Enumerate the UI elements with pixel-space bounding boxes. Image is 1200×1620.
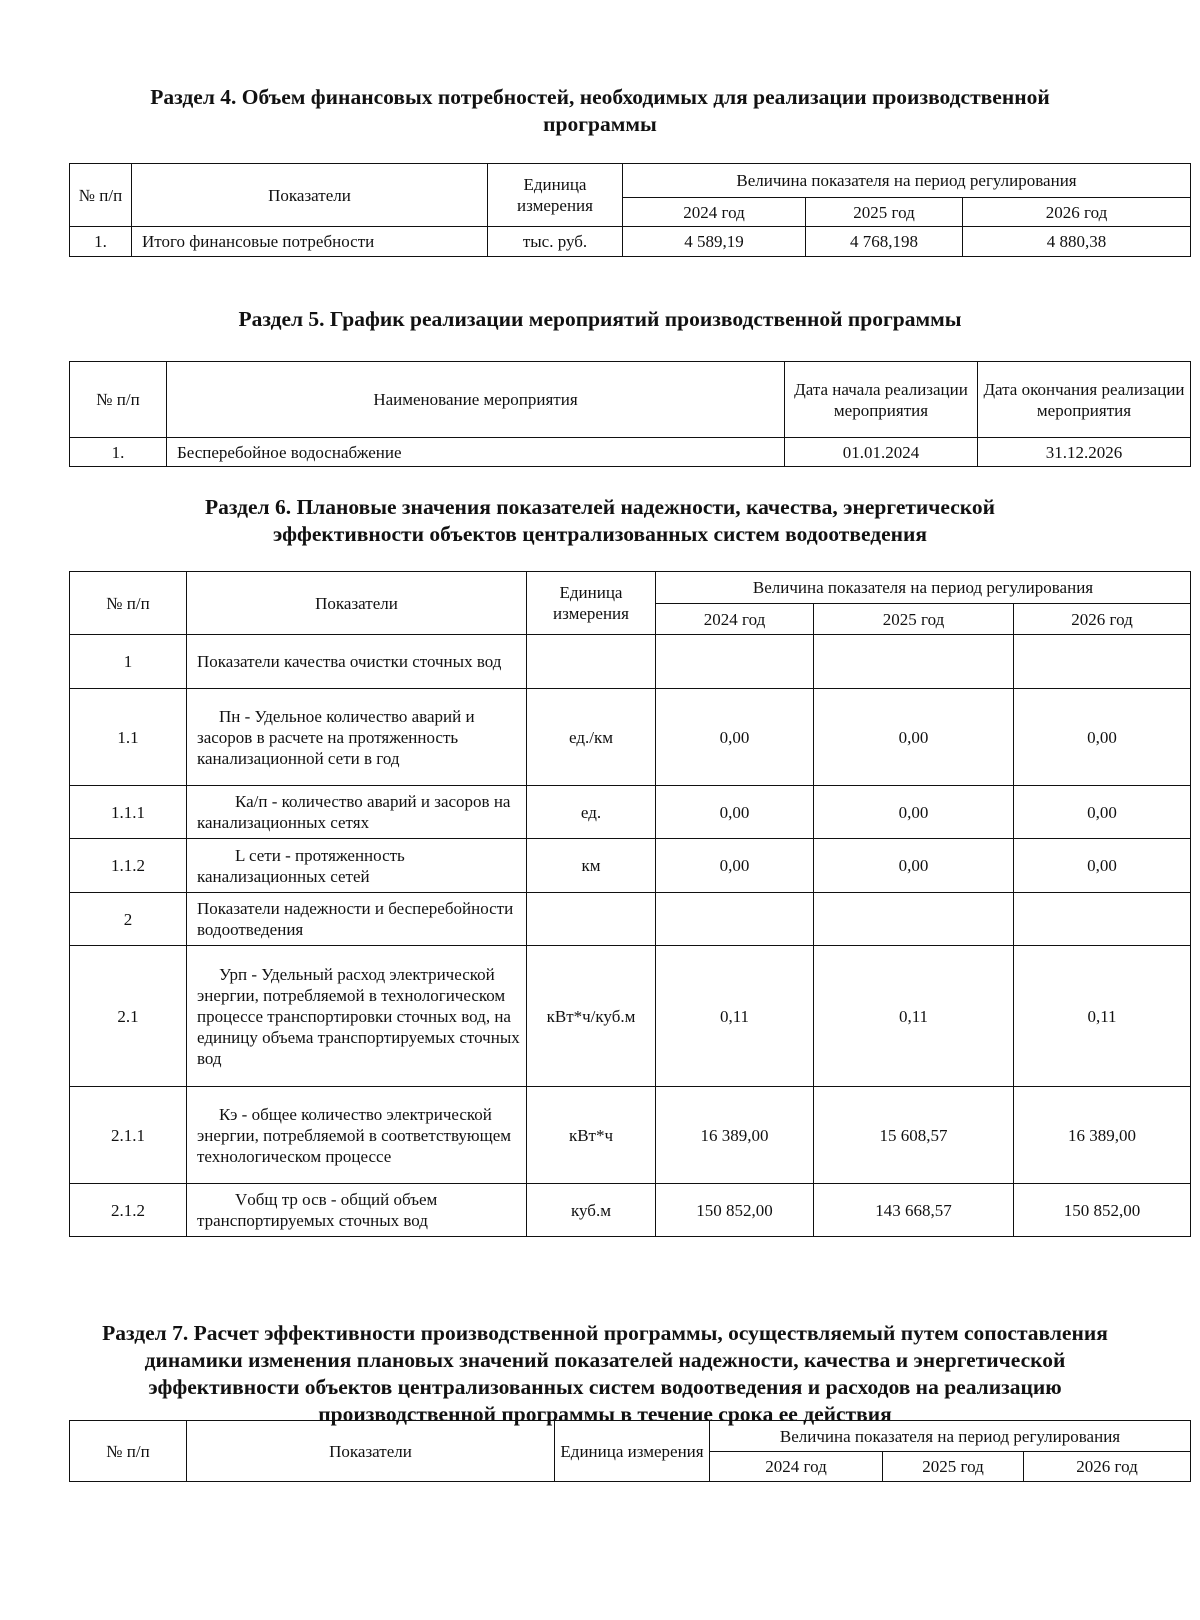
row-unit: ед./км — [527, 689, 656, 786]
row-name: Итого финансовые потребности — [132, 227, 488, 257]
row-name-text: Пн - Удельное количество аварий и засоров в расчете на протяженность канализационной сети в год — [197, 706, 475, 768]
row-unit: куб.м — [527, 1184, 656, 1237]
row-value-2024: 4 589,19 — [623, 227, 806, 257]
row-name: Показатели надежности и бесперебойности водоотведения — [187, 893, 527, 946]
row-value-2024: 0,11 — [656, 946, 814, 1087]
reliability-indicators-table — [69, 571, 1191, 1237]
row-end-date: 31.12.2026 — [978, 438, 1191, 467]
row-name — [187, 786, 527, 839]
section-6-title: Раздел 6. Плановые значения показателей надежности, качества, энергетической эффективности объектов централизованных систем водоотведения — [204, 495, 996, 546]
header-year-2025: 2025 год — [814, 604, 1014, 635]
header-year-2024: 2024 год — [710, 1452, 883, 1482]
row-name: Показатели качества очистки сточных вод — [187, 635, 527, 689]
row-value-2026: 0,00 — [1014, 689, 1191, 786]
row-num: 1. — [70, 227, 132, 257]
row-value-2024: 150 852,00 — [656, 1184, 814, 1237]
section-7-title: Раздел 7. Расчет эффективности производственной программы, осуществляемый путем сопоставления динамики изменения плановых значений показателей надежности, качества и энергетической эффективности объектов централизованных систем водоотведения и расходов на реализацию производственной программы в течение срока ее действия — [102, 1321, 1108, 1426]
row-num: 2.1.2 — [70, 1184, 187, 1237]
header-num: № п/п — [70, 164, 132, 227]
table-row — [70, 946, 1191, 1087]
row-value-2026 — [1014, 635, 1191, 689]
row-value-2024 — [656, 635, 814, 689]
row-unit — [527, 893, 656, 946]
row-name-text: Кэ - общее количество электрической энергии, потребляемой в соответствующем технологическом процессе — [197, 1104, 511, 1166]
row-unit: кВт*ч — [527, 1087, 656, 1184]
header-end-date: Дата окончания реализации мероприятия — [978, 362, 1191, 438]
row-unit: кВт*ч/куб.м — [527, 946, 656, 1087]
row-value-2024: 0,00 — [656, 786, 814, 839]
header-start-date: Дата начала реализации мероприятия — [785, 362, 978, 438]
row-name — [187, 839, 527, 893]
table-row — [70, 893, 1191, 946]
row-num: 1 — [70, 635, 187, 689]
header-period: Величина показателя на период регулирования — [710, 1421, 1191, 1452]
row-name-text: L сети - протяженность канализационных сетей — [197, 845, 405, 886]
row-value-2024: 0,00 — [656, 839, 814, 893]
header-indicators: Показатели — [187, 1421, 555, 1482]
row-name — [187, 1087, 527, 1184]
table-row — [70, 438, 1191, 467]
row-num: 1.1.2 — [70, 839, 187, 893]
row-num: 1.1 — [70, 689, 187, 786]
row-num: 2.1 — [70, 946, 187, 1087]
header-indicators: Показатели — [132, 164, 488, 227]
row-value-2026: 150 852,00 — [1014, 1184, 1191, 1237]
table-row — [70, 839, 1191, 893]
row-name: Бесперебойное водоснабжение — [167, 438, 785, 467]
table-row — [70, 786, 1191, 839]
row-name — [187, 946, 527, 1087]
table-row — [70, 689, 1191, 786]
row-value-2025 — [814, 635, 1014, 689]
row-value-2025: 15 608,57 — [814, 1087, 1014, 1184]
row-value-2025: 4 768,198 — [806, 227, 963, 257]
table-row — [70, 227, 1191, 257]
header-year-2025: 2025 год — [883, 1452, 1024, 1482]
header-num: № п/п — [70, 1421, 187, 1482]
row-name-text: Ка/п - количество аварий и засоров на канализационных сетях — [197, 792, 511, 832]
row-name-text: Vобщ тр осв - общий объем транспортируемых сточных вод — [197, 1190, 438, 1230]
row-value-2024 — [656, 893, 814, 946]
header-year-2026: 2026 год — [1014, 604, 1191, 635]
table-row — [70, 635, 1191, 689]
row-value-2025 — [814, 893, 1014, 946]
financial-needs-table — [69, 163, 1191, 257]
row-name-text: Урп - Удельный расход электрической энергии, потребляемой в технологическом процессе транспортировки сточных вод, на единицу объема транспортируемых сточных вод — [197, 964, 520, 1068]
row-start-date: 01.01.2024 — [785, 438, 978, 467]
header-unit: Единица измерения — [527, 572, 656, 635]
row-unit: км — [527, 839, 656, 893]
row-num: 2 — [70, 893, 187, 946]
row-value-2024: 16 389,00 — [656, 1087, 814, 1184]
row-num: 1. — [70, 438, 167, 467]
section-5-title: Раздел 5. График реализации мероприятий производственной программы — [238, 307, 962, 331]
header-event-name: Наименование мероприятия — [167, 362, 785, 438]
row-unit: ед. — [527, 786, 656, 839]
row-value-2026: 0,00 — [1014, 786, 1191, 839]
efficiency-calculation-table — [69, 1420, 1191, 1482]
row-value-2024: 0,00 — [656, 689, 814, 786]
section-4-title: Раздел 4. Объем финансовых потребностей, необходимых для реализации производственной программы — [150, 85, 1050, 136]
row-num: 2.1.1 — [70, 1087, 187, 1184]
row-value-2026: 0,00 — [1014, 839, 1191, 893]
row-num: 1.1.1 — [70, 786, 187, 839]
row-value-2025: 0,11 — [814, 946, 1014, 1087]
row-value-2025: 0,00 — [814, 839, 1014, 893]
header-year-2025: 2025 год — [806, 198, 963, 227]
table-row — [70, 1087, 1191, 1184]
header-num: № п/п — [70, 572, 187, 635]
header-year-2024: 2024 год — [656, 604, 814, 635]
header-num: № п/п — [70, 362, 167, 438]
row-name — [187, 689, 527, 786]
schedule-table — [69, 361, 1191, 467]
row-value-2026: 16 389,00 — [1014, 1087, 1191, 1184]
row-unit — [527, 635, 656, 689]
header-unit: Единица измерения — [488, 164, 623, 227]
row-value-2025: 0,00 — [814, 786, 1014, 839]
row-value-2026: 4 880,38 — [963, 227, 1191, 257]
header-unit: Единица измерения — [555, 1421, 710, 1482]
row-value-2025: 0,00 — [814, 689, 1014, 786]
header-year-2026: 2026 год — [1024, 1452, 1191, 1482]
row-value-2025: 143 668,57 — [814, 1184, 1014, 1237]
row-value-2026 — [1014, 893, 1191, 946]
header-year-2026: 2026 год — [963, 198, 1191, 227]
table-row — [70, 1184, 1191, 1237]
header-period: Величина показателя на период регулирования — [623, 164, 1191, 198]
header-indicators: Показатели — [187, 572, 527, 635]
row-unit: тыс. руб. — [488, 227, 623, 257]
row-value-2026: 0,11 — [1014, 946, 1191, 1087]
header-year-2024: 2024 год — [623, 198, 806, 227]
row-name — [187, 1184, 527, 1237]
header-period: Величина показателя на период регулирования — [656, 572, 1191, 604]
